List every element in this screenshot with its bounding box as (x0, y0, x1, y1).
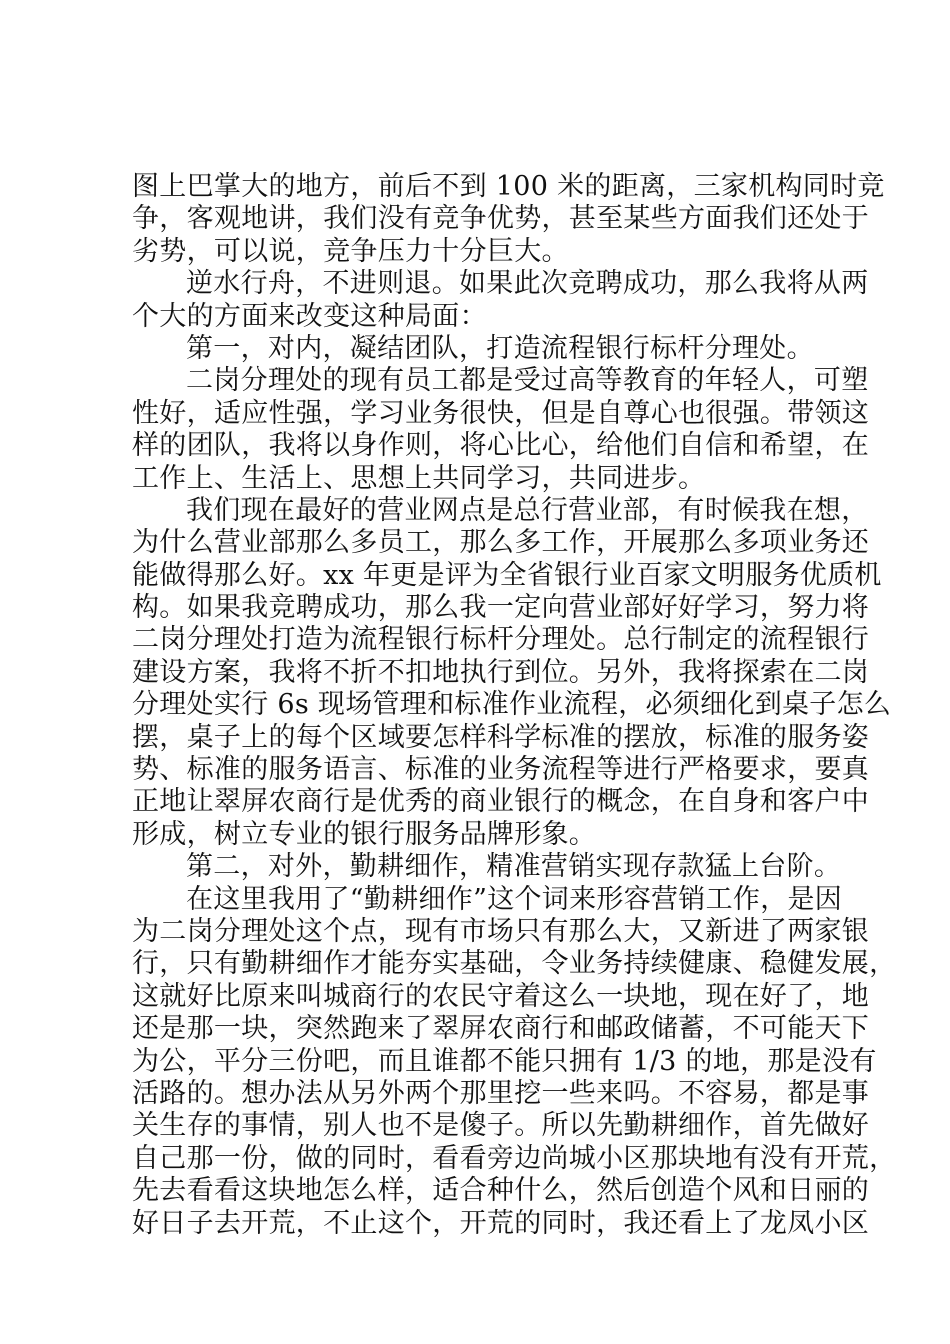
text-line: 争，客观地讲，我们没有竞争优势，甚至某些方面我们还处于 (132, 203, 870, 235)
text-line: 为公，平分三份吧，而且谁都不能只拥有 1/3 的地，那是没有 (132, 1045, 877, 1077)
text-line: 这就好比原来叫城商行的农民守着这么一块地，现在好了，地 (132, 980, 870, 1012)
section-heading-1: 第一，对内，凝结团队，打造流程银行标杆分理处。 (186, 332, 814, 364)
text-line: 活路的。想办法从另外两个那里挖一些来吗。不容易，都是事 (132, 1077, 870, 1109)
text-line: 为二岗分理处这个点，现有市场只有那么大，又新进了两家银 (132, 915, 870, 947)
text-line: 二岗分理处打造为流程银行标杆分理处。总行制定的流程银行 (132, 624, 870, 656)
text-line: 劣势，可以说，竞争压力十分巨大。 (132, 235, 569, 267)
text-line: 样的团队，我将以身作则，将心比心，给他们自信和希望，在 (132, 430, 870, 462)
paragraph-start-line: 我们现在最好的营业网点是总行营业部，有时候我在想， (186, 494, 869, 526)
text-line: 还是那一块，突然跑来了翠屏农商行和邮政储蓄，不可能天下 (132, 1013, 870, 1045)
paragraph-start-line: 在这里我用了“勤耕细作”这个词来形容营销工作，是因 (186, 883, 843, 915)
paragraph-start-line: 逆水行舟，不进则退。如果此次竞聘成功，那么我将从两 (186, 268, 869, 300)
paragraph-start-line: 二岗分理处的现有员工都是受过高等教育的年轻人，可塑 (186, 365, 869, 397)
text-line: 正地让翠屏农商行是优秀的商业银行的概念，在自身和客户中 (132, 786, 870, 818)
text-line: 图上巴掌大的地方，前后不到 100 米的距离，三家机构同时竞 (132, 171, 885, 202)
text-line: 行，只有勤耕细作才能夯实基础，令业务持续健康、稳健发展， (132, 948, 897, 980)
text-line: 能做得那么好。xx 年更是评为全省银行业百家文明服务优质机 (132, 559, 882, 591)
body-text (132, 171, 897, 1240)
text-line: 自己那一份，做的同时，看看旁边尚城小区那块地有没有开荒， (132, 1142, 897, 1174)
text-line: 形成，树立专业的银行服务品牌形象。 (132, 818, 597, 850)
text-line: 为什么营业部那么多员工，那么多工作，开展那么多项业务还 (132, 527, 870, 559)
text-line: 建设方案，我将不折不扣地执行到位。另外，我将探索在二岗 (132, 656, 870, 688)
text-line: 性好，适应性强，学习业务很快，但是自尊心也很强。带领这 (132, 397, 870, 429)
text-line: 好日子去开荒，不止这个，开荒的同时，我还看上了龙凤小区 (132, 1207, 870, 1239)
text-line: 构。如果我竞聘成功，那么我一定向营业部好好学习，努力将 (132, 592, 870, 624)
text-line: 个大的方面来改变这种局面： (132, 300, 487, 332)
text-line: 势、标准的服务语言、标准的业务流程等进行严格要求，要真 (132, 754, 870, 786)
text-line: 关生存的事情，别人也不是傻子。所以先勤耕细作，首先做好 (132, 1110, 870, 1142)
text-line: 摆，桌子上的每个区域要怎样科学标准的摆放，标准的服务姿 (132, 721, 870, 753)
section-heading-2: 第二，对外，勤耕细作，精准营销实现存款猛上台阶。 (186, 851, 842, 883)
text-line: 先去看看这块地怎么样，适合种什么，然后创造个风和日丽的 (132, 1175, 870, 1207)
text-line: 分理处实行 6s 现场管理和标准作业流程，必须细化到桌子怎么 (132, 689, 892, 721)
text-line: 工作上、生活上、思想上共同学习，共同进步。 (132, 462, 706, 494)
